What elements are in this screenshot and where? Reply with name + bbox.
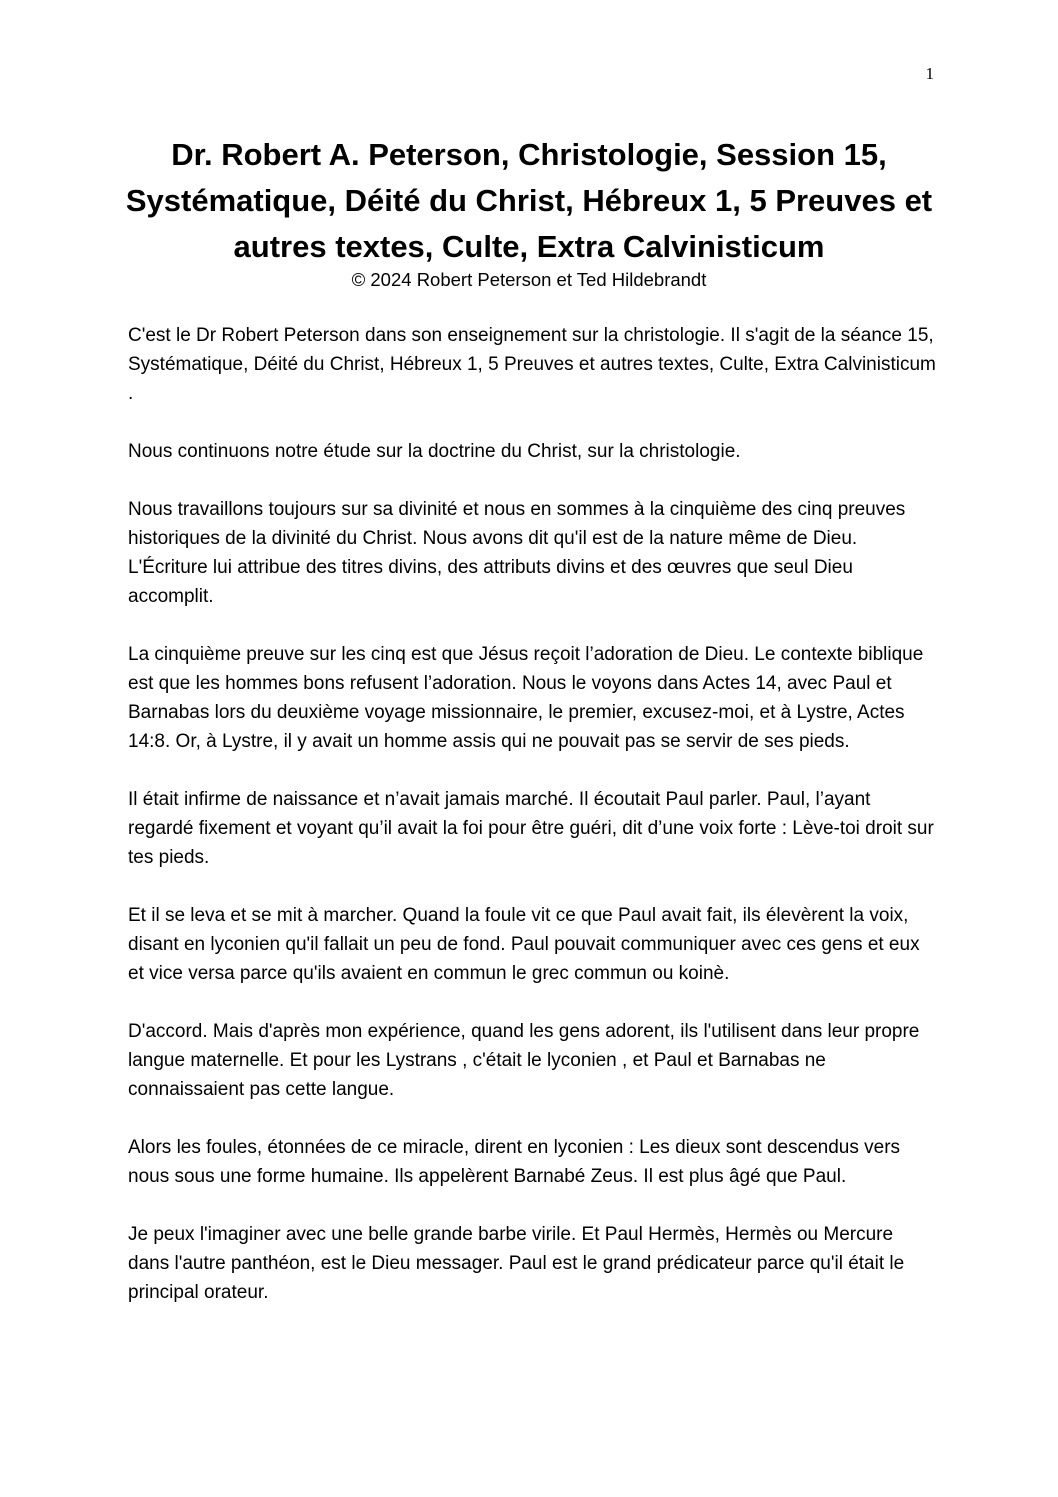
paragraph: Nous travaillons toujours sur sa divinité et nous en sommes à la cinquième des cinq preuves historiques de la divinité du Christ. Nous avons dit qu'il est de la nature même de Dieu. L'Écriture lui attribue des titres divins, des attributs divins et des œuvres que seul Dieu accomplit. [128,499,906,607]
page-number: 1 [925,64,934,83]
paragraph: Il était infirme de naissance et n’avait jamais marché. Il écoutait Paul parler. Paul, l’ayant regardé fixement et voyant qu’il avait la foi pour être guéri, dit d’une voix forte : Lève-toi droit sur tes pieds. [128,789,934,868]
document-title: Dr. Robert A. Peterson, Christologie, Session 15, Systématique, Déité du Christ, Hébreux 1, 5 Preuves et autres textes, Culte, Extra Calvinisticum [125,137,933,264]
paragraph: Et il se leva et se mit à marcher. Quand la foule vit ce que Paul avait fait, ils élevèrent la voix, disant en lyconien qu'il fallait un peu de fond. Paul pouvait communiquer avec ces gens et eux et vice versa parce qu'ils avaient en commun le grec commun ou koinè. [128,905,920,984]
paragraph: C'est le Dr Robert Peterson dans son enseignement sur la christologie. Il s'agit de la séance 15, Systématique, Déité du Christ, Hébreux 1, 5 Preuves et autres textes, Culte, Extra Calvinisticum . [128,325,936,404]
paragraph: Je peux l'imaginer avec une belle grande barbe virile. Et Paul Hermès, Hermès ou Mercure dans l'autre panthéon, est le Dieu messager. Paul est le grand prédicateur parce qu'il était le principal orateur. [128,1224,905,1303]
paragraph: La cinquième preuve sur les cinq est que Jésus reçoit l’adoration de Dieu. Le contexte biblique est que les hommes bons refusent l’adoration. Nous le voyons dans Actes 14, avec Paul et Barnabas lors du deuxième voyage missionnaire, le premier, excusez-moi, et à Lystre, Actes 14:8. Or, à Lystre, il y avait un homme assis qui ne pouvait pas se servir de ses pieds. [128,644,924,752]
paragraph: D'accord. Mais d'après mon expérience, quand les gens adorent, ils l'utilisent dans leur propre langue maternelle. Et pour les Lystrans , c'était le lyconien , et Paul et Barnabas ne connaissaient pas cette langue. [128,1021,920,1100]
document-body [128,321,938,1336]
paragraph: Alors les foules, étonnées de ce miracle, dirent en lyconien : Les dieux sont descendus vers nous sous une forme humaine. Ils appelèrent Barnabé Zeus. Il est plus âgé que Paul. [128,1137,901,1187]
copyright-line: © 2024 Robert Peterson et Ted Hildebrandt [351,269,707,290]
paragraph: Nous continuons notre étude sur la doctrine du Christ, sur la christologie. [128,441,741,462]
